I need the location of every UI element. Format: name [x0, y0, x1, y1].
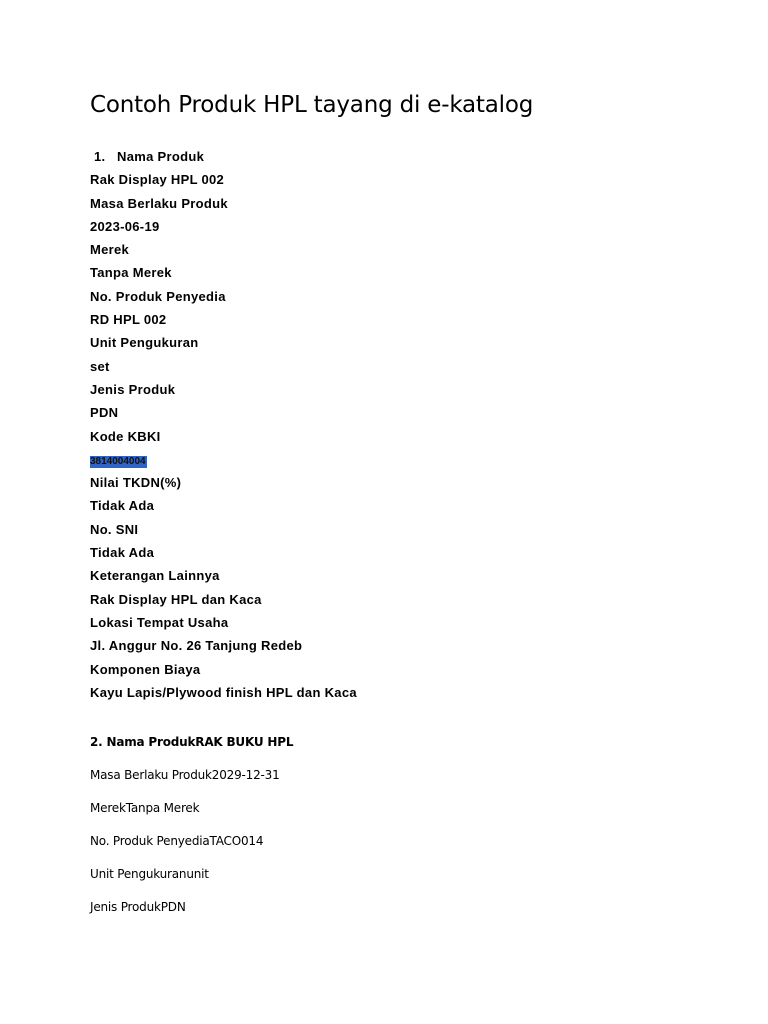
field-value-komponen-biaya: Kayu Lapis/Plywood finish HPL dan Kaca: [90, 684, 357, 700]
field-value-unit: set: [90, 358, 110, 374]
field-value-nama-produk: Rak Display HPL 002: [90, 172, 225, 188]
field-value-no-sni: Tidak Ada: [90, 545, 155, 561]
product-1-block: [90, 149, 690, 708]
product-2-block: [90, 734, 690, 932]
field-value-masa-berlaku: 2023-06-19: [90, 218, 160, 234]
document-title: Contoh Produk HPL tayang di e-katalog: [90, 92, 534, 118]
field-value-keterangan: Rak Display HPL dan Kaca: [90, 591, 262, 607]
field-value-lokasi: Jl. Anggur No. 26 Tanjung Redeb: [90, 638, 303, 654]
product-2-heading: 2. Nama ProdukRAK BUKU HPL: [90, 735, 294, 749]
field-label-komponen-biaya: Komponen Biaya: [90, 661, 201, 677]
product-2-masa-berlaku: Masa Berlaku Produk2029-12-31: [90, 768, 280, 782]
product-2-jenis-produk: Jenis ProdukPDN: [90, 900, 186, 914]
field-value-nilai-tkdn: Tidak Ada: [90, 498, 155, 514]
field-label-kode-kbki: Kode KBKI: [90, 428, 161, 444]
field-label-unit: Unit Pengukuran: [90, 335, 199, 351]
field-label-nama-produk: Nama Produk: [117, 149, 205, 164]
field-label-masa-berlaku: Masa Berlaku Produk: [90, 195, 228, 211]
field-label-keterangan: Keterangan Lainnya: [90, 568, 220, 584]
product-2-merek: MerekTanpa Merek: [90, 801, 200, 815]
field-value-jenis-produk: PDN: [90, 405, 119, 421]
product-2-no-produk: No. Produk PenyediaTACO014: [90, 834, 264, 848]
field-label-lokasi: Lokasi Tempat Usaha: [90, 614, 229, 630]
field-value-merek: Tanpa Merek: [90, 265, 172, 281]
field-label-no-sni: No. SNI: [90, 521, 139, 537]
list-number: 1.: [94, 149, 106, 164]
product-2-unit: Unit Pengukuranunit: [90, 867, 209, 881]
product-1-heading: [90, 149, 690, 172]
field-value-kode-kbki-row: [90, 452, 690, 475]
field-value-no-produk: RD HPL 002: [90, 312, 167, 328]
field-label-jenis-produk: Jenis Produk: [90, 381, 176, 397]
kbki-highlighted-value: 3814004004: [90, 455, 146, 467]
field-label-merek: Merek: [90, 242, 130, 258]
field-label-no-produk: No. Produk Penyedia: [90, 288, 226, 304]
field-label-nilai-tkdn: Nilai TKDN(%): [90, 475, 182, 491]
